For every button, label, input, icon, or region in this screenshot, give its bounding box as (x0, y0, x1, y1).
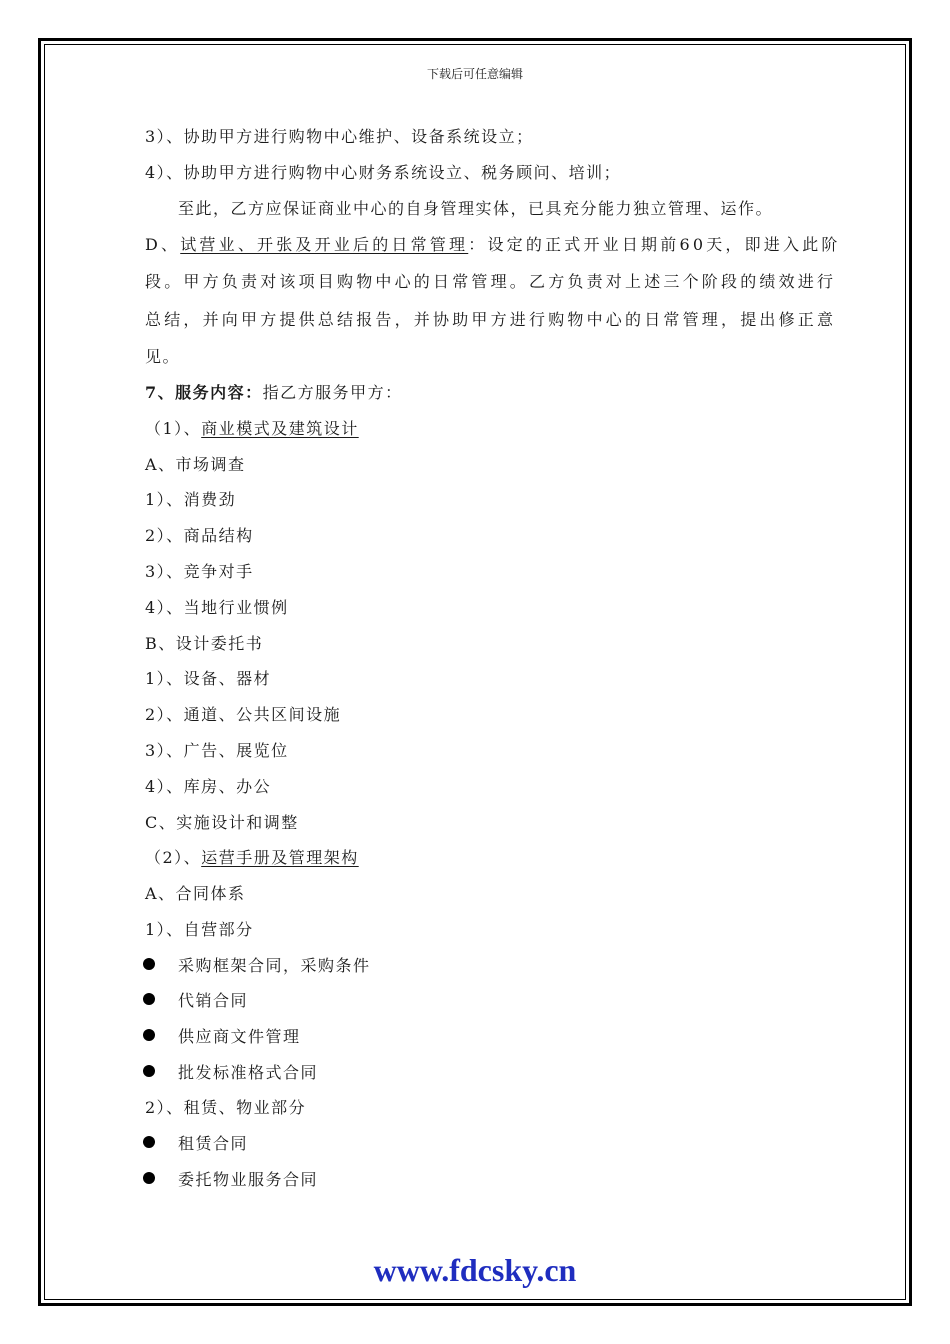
section-d-line-3: 总结，并向甲方提供总结报告，并协助甲方进行购物中心的日常管理，提出修正意 (145, 310, 837, 329)
part-2-prefix: （2）、 (145, 848, 202, 867)
bullet-icon (143, 1029, 155, 1041)
bullet-icon (143, 993, 155, 1005)
text-line: 至此，乙方应保证商业中心的自身管理实体，已具充分能力独立管理、运作。 (178, 199, 774, 218)
list-item: 1）、自营部分 (145, 920, 254, 939)
text-line: 4）、协助甲方进行购物中心财务系统设立、税务顾问、培训； (145, 163, 622, 182)
text-line: 3）、协助甲方进行购物中心维护、设备系统设立； (145, 127, 534, 146)
part-2-heading (145, 848, 359, 868)
section-d-text: ：设定的正式开业日期前60天，即进入此阶 (468, 235, 841, 254)
list-item: B、设计委托书 (145, 634, 264, 653)
header-note: 下载后可任意编辑 (426, 67, 523, 81)
bullet-icon (143, 1136, 155, 1148)
bullet-item: 批发标准格式合同 (178, 1063, 319, 1082)
footer-website-link[interactable]: www.fdcsky.cn (373, 1252, 577, 1288)
part-1-heading (145, 419, 359, 439)
list-item: C、实施设计和调整 (145, 813, 299, 832)
bullet-item: 租赁合同 (178, 1134, 249, 1153)
list-item: 3）、广告、展览位 (145, 741, 289, 760)
section-7-title: 7、服务内容： (145, 383, 263, 402)
section-d-title: 试营业、开张及开业后的日常管理 (180, 235, 469, 254)
section-7-text: 指乙方服务甲方： (262, 383, 403, 402)
list-item: 1）、消费劲 (145, 490, 237, 509)
part-2-title: 运营手册及管理架构 (201, 848, 359, 867)
bullet-item: 代销合同 (178, 991, 249, 1010)
part-1-title: 商业模式及建筑设计 (201, 419, 359, 438)
list-item: 2）、租赁、物业部分 (145, 1098, 307, 1117)
list-item: A、市场调查 (145, 455, 246, 474)
bullet-item: 供应商文件管理 (178, 1027, 301, 1046)
list-item: A、合同体系 (145, 884, 246, 903)
section-d-line-2: 段。甲方负责对该项目购物中心的日常管理。乙方负责对上述三个阶段的绩效进行 (145, 272, 837, 291)
list-item: 2）、商品结构 (145, 526, 254, 545)
list-item: 3）、竞争对手 (145, 562, 254, 581)
bullet-icon (143, 958, 155, 970)
bullet-item: 采购框架合同，采购条件 (178, 956, 371, 975)
list-item: 4）、当地行业惯例 (145, 598, 289, 617)
list-item: 2）、通道、公共区间设施 (145, 705, 342, 724)
bullet-item: 委托物业服务合同 (178, 1170, 319, 1189)
section-d-line-4: 见。 (145, 347, 181, 366)
section-d-line-1 (145, 235, 841, 255)
bullet-icon (143, 1172, 155, 1184)
bullet-icon (143, 1065, 155, 1077)
list-item: 1）、设备、器材 (145, 669, 272, 688)
list-item: 4）、库房、办公 (145, 777, 272, 796)
section-7-heading (145, 383, 403, 403)
part-1-prefix: （1）、 (145, 419, 202, 438)
section-d-prefix: D、 (145, 235, 181, 254)
